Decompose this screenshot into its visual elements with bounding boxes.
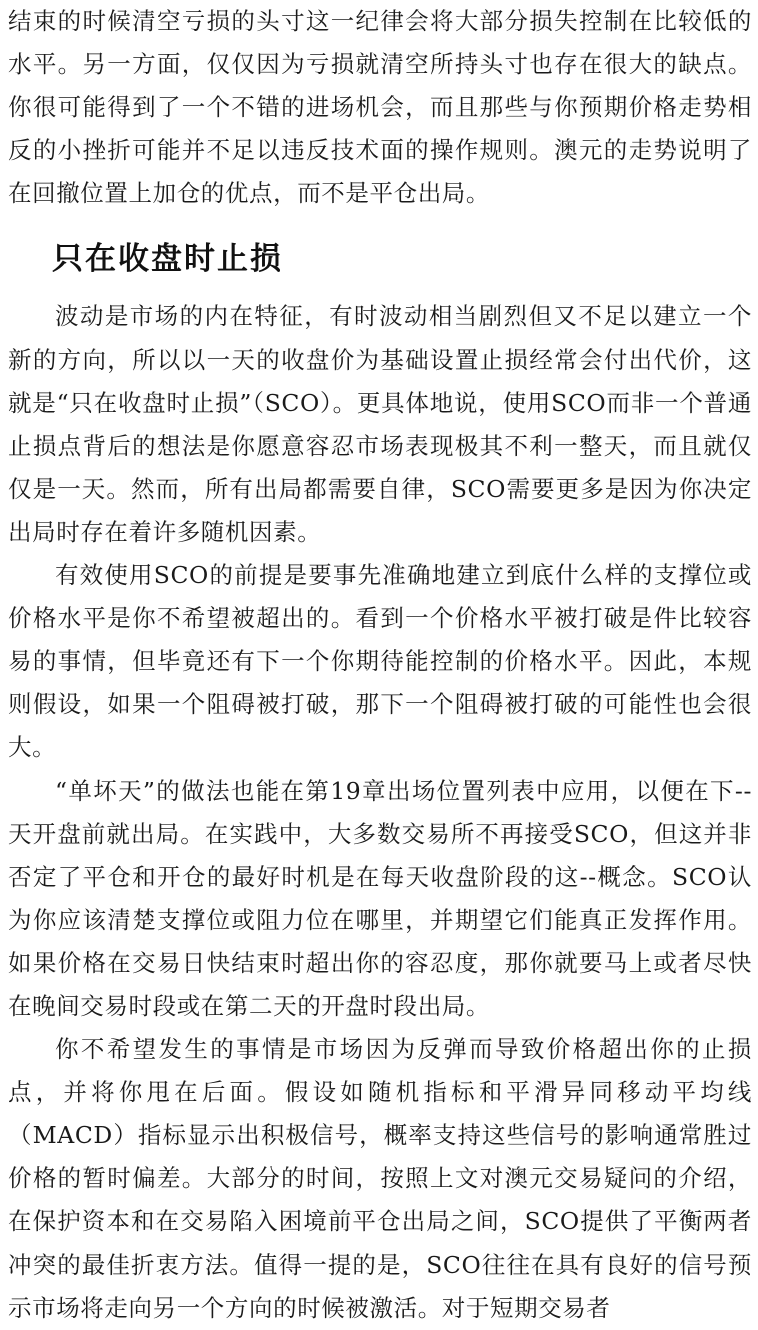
body-paragraph-4: 你不希望发生的事情是市场因为反弹而导致价格超出你的止损点，并将你甩在后面。假设如随机指标和平滑异同移动平均线（MACD）指标显示出积极信号，概率支持这些信号的影响通常胜过价格的暂时偏差。大部分的时间，按照上文对澳元交易疑问的介绍，在保护资本和在交易陷入困境前平仓出局之间，SCO提供了平衡两者冲突的最佳折衷方法。值得一提的是，SCO往往在具有良好的信号预示市场将走向另一个方向的时候被激活。对于短期交易者 [8, 1035, 752, 1322]
section-heading: 只在收盘时止损 [52, 241, 283, 278]
body-paragraph-1: 波动是市场的内在特征，有时波动相当剧烈但又不足以建立一个新的方向，所以以一天的收盘价为基础设置止损经常会付出代价，这就是“只在收盘时止损”（SCO）。更具体地说，使用SCO而非一个普通止损点背后的想法是你愿意容忍市场表现极其不利一整天，而且就仅仅是一天。然而，所有出局都需要自律，SCO需要更多是因为你决定出局时存在着许多随机因素。 [8, 302, 752, 546]
body-paragraph-3: “单坏天”的做法也能在第19章出场位置列表中应用，以便在下--天开盘前就出局。在实践中，大多数交易所不再接受SCO，但这并非否定了平仓和开仓的最好时机是在每天收盘阶段的这--概念。SCO认为你应该清楚支撑位或阻力位在哪里，并期望它们能真正发挥作用。如果价格在交易日快结束时超出你的容忍度，那你就要马上或者尽快在晚间交易时段或在第二天的开盘时段出局。 [8, 776, 752, 1020]
body-paragraph-2: 有效使用SCO的前提是要事先准确地建立到底什么样的支撑位或价格水平是你不希望被超出的。看到一个价格水平被打破是件比较容易的事情，但毕竟还有下一个你期待能控制的价格水平。因此，本规则假设，如果一个阻碍被打破，那下一个阻碍被打破的可能性也会很大。 [8, 561, 752, 762]
opening-paragraph: 结束的时候清空亏损的头寸这一纪律会将大部分损失控制在比较低的水平。另一方面，仅仅因为亏损就清空所持头寸也存在很大的缺点。你很可能得到了一个不错的进场机会，而且那些与你预期价格走势相反的小挫折可能并不足以违反技术面的操作规则。澳元的走势说明了在回撤位置上加仓的优点，而不是平仓出局。 [8, 7, 752, 208]
